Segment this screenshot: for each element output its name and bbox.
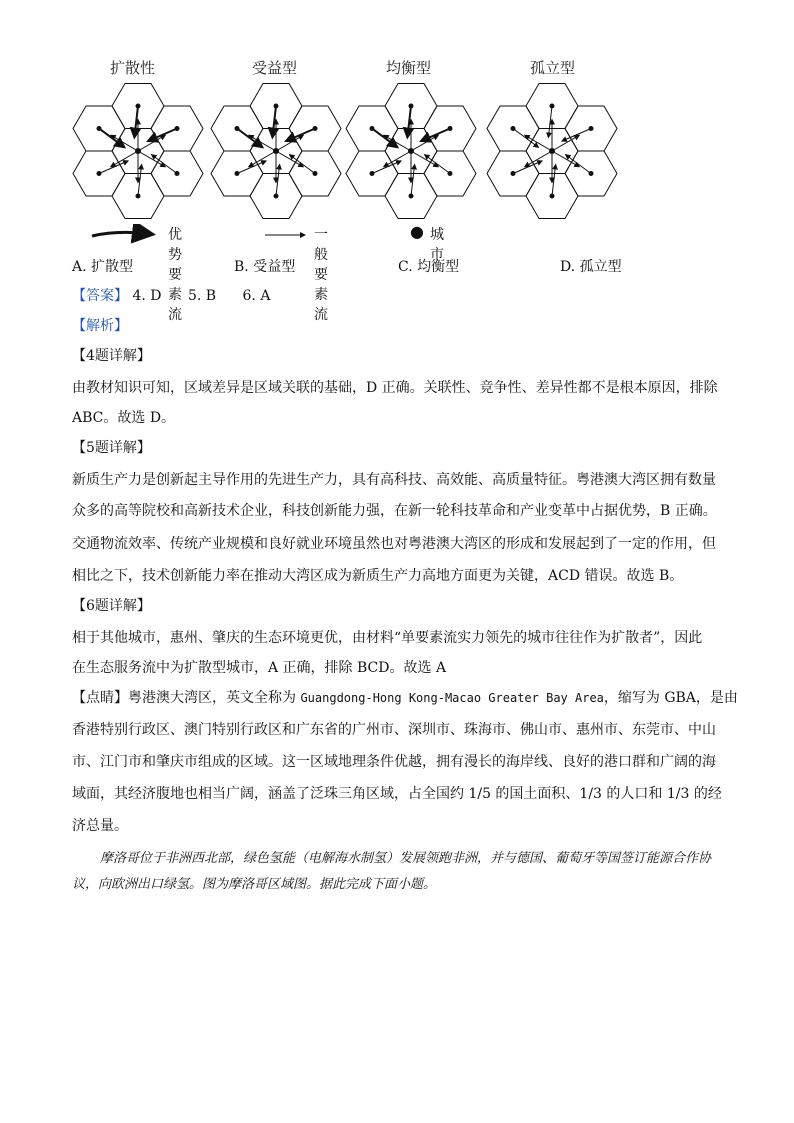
flow-arrow	[138, 165, 142, 197]
flow-arrow	[152, 155, 177, 174]
diagram-title-1: 扩散性	[110, 59, 156, 77]
q6-heading: 【6题详解】	[72, 598, 151, 614]
tip-line-3: 市、江门市和肇庆市组成的区域。这一区域地理条件优越，拥有漫长的海岸线、良好的港口群和广阔的海	[72, 754, 716, 770]
flow-arrow	[372, 128, 397, 147]
flow-arrow	[134, 106, 138, 138]
city-dot-icon: ●	[410, 222, 424, 241]
answer-label: 【答案】	[72, 288, 128, 304]
q6-line-2: 在生态服务流中为扩散型城市，A 正确，排除 BCD。故选 A	[72, 660, 447, 676]
analysis-label: 【解析】	[72, 318, 128, 334]
q5-line-2: 众多的高等院校和高新技术企业，科技创新能力强，在新一轮科技革命和产业变革中占据优势，B 正确。	[72, 503, 717, 519]
tip-english-name: Guangdong-Hong Kong-Macao Greater Bay Area	[300, 691, 604, 705]
q5-line-3: 交通物流效率、传统产业规模和良好就业环境虽然也对粤港澳大湾区的形成和发展起到了一定的作用，但	[72, 536, 716, 552]
legend-dominant-flow: 优势要素流	[168, 227, 182, 323]
flow-arrow	[384, 135, 411, 151]
flow-arrow	[276, 165, 280, 197]
dominant-flow-arrow-icon	[88, 224, 168, 244]
flow-arrow	[552, 151, 579, 167]
flow-arrow	[566, 155, 591, 174]
flow-arrow	[513, 128, 538, 147]
next-question-material: 摩洛哥位于非洲西北部，绿色氢能（电解海水制氢）发展领跑非洲，并与德国、葡萄牙等国签订能源合作协议，向欧洲出口绿氢。图为摩洛哥区域图。据此完成下面小题。	[72, 851, 712, 892]
q6-line-1: 相于其他城市，惠州、肇庆的生态环境更优，由材料“单要素流实力领先的城市往往作为扩散者”，因此	[72, 630, 703, 646]
flow-arrow	[276, 135, 303, 151]
tip-line-4: 域面，其经济腹地也相当广阔，涵盖了泛珠三角区域，占全国约 1/5 的国土面积、1/3 的人口和 1/3 的经	[72, 786, 722, 802]
tip-line-5: 济总量。	[72, 818, 128, 834]
flow-arrow	[272, 106, 276, 138]
tip-label: 【点睛】	[72, 690, 128, 706]
general-flow-arrow-icon	[263, 224, 313, 244]
q4-line-2: ABC。故选 D。	[72, 410, 176, 426]
flow-arrow	[138, 151, 165, 167]
tip-text-tail: ，缩写为 GBA，是由	[603, 690, 738, 706]
flow-arrow	[237, 128, 262, 147]
flow-arrow	[548, 106, 552, 138]
diagram-title-2: 受益型	[252, 59, 298, 77]
flow-arrow	[384, 151, 411, 167]
q4-heading: 【4题详解】	[72, 348, 151, 364]
flow-arrow	[111, 151, 138, 167]
flow-arrow	[552, 135, 579, 151]
option-d: D. 孤立型	[560, 259, 622, 275]
q5-line-4: 相比之下，技术创新能力率在推动大湾区成为新质生产力高地方面更为关键，ACD 错误。故选 B。	[72, 568, 684, 584]
diagram-title-3: 均衡型	[386, 59, 432, 77]
q5-heading: 【5题详解】	[72, 440, 151, 456]
flow-arrow	[425, 155, 450, 174]
flow-arrow	[290, 155, 315, 174]
q4-line-1: 由教材知识可知，区域差异是区域关联的基础，D 正确。关联性、竞争性、差异性都不是根本原因，排除	[72, 380, 718, 396]
tip-first-line	[72, 688, 738, 708]
answer-item-6: 6. A	[242, 288, 271, 304]
flow-arrow	[99, 128, 124, 147]
answer-line	[72, 286, 270, 306]
flow-arrow	[276, 151, 303, 167]
answer-item-4: 4. D	[132, 288, 162, 304]
flow-arrow	[407, 106, 411, 138]
flow-arrow	[552, 165, 556, 197]
q5-line-1: 新质生产力是创新起主导作用的先进生产力，具有高科技、高效能、高质量特征。粤港澳大湾区拥有数量	[72, 472, 716, 488]
flow-arrow	[525, 135, 552, 151]
answer-item-5: 5. B	[187, 288, 217, 304]
flow-arrow	[411, 135, 438, 151]
flow-arrow	[411, 151, 438, 167]
option-a: A. 扩散型	[72, 259, 134, 275]
flow-arrow	[411, 165, 415, 197]
flow-arrow	[525, 151, 552, 167]
diagram-title-4: 孤立型	[530, 59, 576, 77]
option-c: C. 均衡型	[398, 259, 460, 275]
flow-arrow	[249, 135, 276, 151]
legend-general-flow: 一般要素流	[314, 227, 328, 323]
flow-arrow	[138, 135, 165, 151]
flow-arrow	[111, 135, 138, 151]
option-b: B. 受益型	[234, 259, 296, 275]
legend-city: 城市	[430, 227, 444, 263]
flow-arrow	[249, 151, 276, 167]
tip-text-start: 粤港澳大湾区，英文全称为	[128, 690, 301, 706]
tip-line-2: 香港特别行政区、澳门特别行政区和广东省的广州市、深圳市、珠海市、佛山市、惠州市、东莞市、中山	[72, 722, 716, 738]
